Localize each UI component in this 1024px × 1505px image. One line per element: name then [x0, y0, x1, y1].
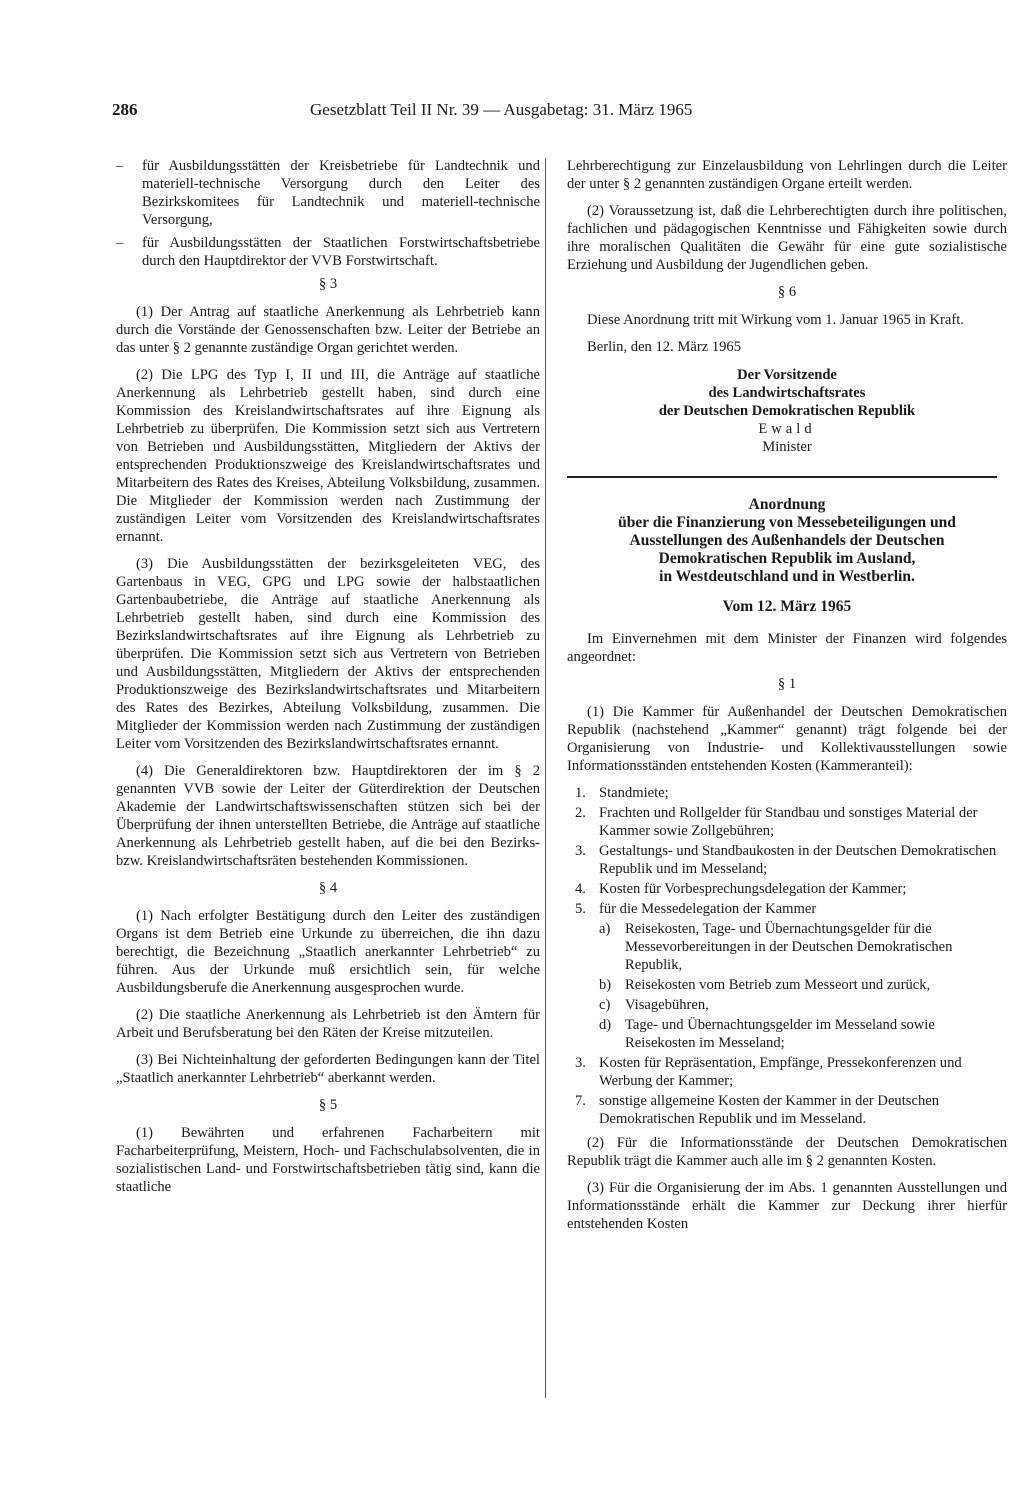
list-marker: 4.: [575, 881, 586, 897]
page-header: [112, 100, 1000, 126]
dash-item-text: für Ausbildungsstätten der Staatlichen Forstwirtschaftsbetriebe durch den Hauptdirektor der VVB Forstwirtschaft.: [142, 235, 540, 269]
signature-line: Der Vorsitzende: [737, 367, 837, 383]
paragraph: (1) Nach erfolgter Bestätigung durch den Leiter des zuständigen Organs ist dem Betrieb eine Urkunde zu überreichen, die ihn dazu berechtigt, die Bezeichnung „Staatlich anerkannter Lehrbetrieb“ zu führen. Aus der Urkunde muß ersichtlich sein, für welche Ausbildungsberufe die Anerkennung ausgesprochen wurde.: [116, 908, 540, 996]
list-marker: 3.: [575, 843, 586, 859]
decree-title-line: in Westdeutschland und in Westberlin.: [659, 568, 915, 585]
decree-title-line: über die Finanzierung von Messebeteiligungen und: [618, 514, 956, 531]
list-item: [567, 900, 1007, 918]
page-number: 286: [112, 100, 138, 119]
sub-list-item: [599, 1016, 1007, 1052]
list-item-text: Visagebühren,: [625, 997, 709, 1013]
sub-list: [599, 920, 1007, 1052]
dash-list-item: [116, 234, 540, 270]
signature-line: der Deutschen Demokratischen Republik: [658, 403, 916, 419]
list-item-text: Tage- und Übernachtungsgelder im Messeland sowie Reisekosten im Messeland;: [625, 1017, 935, 1051]
decree-title-line: Ausstellungen des Außenhandels der Deutschen: [629, 532, 945, 549]
list-item-text: Kosten für Vorbesprechungsdelegation der Kammer;: [599, 881, 907, 897]
column-divider: [545, 158, 546, 1398]
section-heading-4: § 4: [318, 880, 338, 896]
list-marker: 3.: [575, 1055, 586, 1071]
sub-list-item: [599, 920, 1007, 974]
list-marker: c): [599, 997, 611, 1013]
paragraph: (3) Bei Nichteinhaltung der geforderten Bedingungen kann der Titel „Staatlich anerkannter Lehrbetrieb“ aberkannt werden.: [116, 1052, 540, 1086]
paragraph: (2) Für die Informationsstände der Deutschen Demokratischen Republik trägt die Kammer auch alle im § 2 genannten Kosten.: [567, 1135, 1007, 1169]
list-item-text: Gestaltungs- und Standbaukosten in der Deutschen Demokratischen Republik und im Messeland;: [599, 843, 997, 877]
list-marker: 5.: [575, 901, 586, 917]
list-item: [567, 880, 1007, 898]
list-marker: d): [599, 1017, 612, 1033]
list-marker: b): [599, 977, 612, 993]
list-marker: 7.: [575, 1093, 586, 1109]
list-item-text: Kosten für Repräsentation, Empfänge, Pressekonferenzen und Werbung der Kammer;: [599, 1055, 962, 1089]
signature-block: [567, 366, 1007, 456]
sub-list-item: [599, 976, 1007, 994]
dash-bullet: –: [116, 235, 124, 251]
numbered-list: [567, 784, 1007, 1128]
left-column: [116, 157, 540, 1205]
decree-title-line: Demokratischen Republik im Ausland,: [658, 550, 916, 567]
list-marker: 1.: [575, 785, 586, 801]
paragraph: (1) Bewährten und erfahrenen Facharbeitern mit Facharbeiterprüfung, Meistern, Hoch- und Fachschulabsolventen, die in sozialistischen Land- und Forstwirtschaftsbetrieben tätig sind, kann die staatliche: [116, 1125, 540, 1195]
place-date: Berlin, den 12. März 1965: [587, 339, 742, 355]
paragraph: (1) Die Kammer für Außenhandel der Deutschen Demokratischen Republik (nachstehend „Kammer“ genannt) trägt folgende bei der Organisierung von Industrie- und Kollektivausstellungen sowie Informationsständen entstehenden Kosten (Kammeranteil):: [567, 704, 1007, 774]
dash-list-item: [116, 157, 540, 229]
paragraph: (4) Die Generaldirektoren bzw. Hauptdirektoren der im § 2 genannten VVB sowie der Leiter der Güterdirektion der Deutschen Akademie der Landwirtschaftswissenschaften stützen sich bei der Überprüfung der ihnen unterstellten Betriebe, die Anträge auf staatliche Anerkennung als Lehrbetrieb gestellt haben, auf die bei den Bezirks- bzw. Kreislandwirtschaftsräten bestehenden Kommissionen.: [116, 763, 540, 869]
paragraph: (3) Für die Organisierung der im Abs. 1 genannten Ausstellungen und Informationsstände erhält die Kammer zur Deckung ihrer hierfür entstehenden Kosten: [567, 1180, 1007, 1232]
sub-list-item: [599, 996, 1007, 1014]
list-item-text: Reisekosten vom Betrieb zum Messeort und zurück,: [625, 977, 931, 993]
decree-date: Vom 12. März 1965: [722, 598, 852, 615]
right-column: [567, 157, 1007, 1242]
paragraph: (1) Der Antrag auf staatliche Anerkennung als Lehrbetrieb kann durch die Vorstände der Genossenschaften bzw. Leiter der Betriebe an das unter § 2 genannte zuständige Organ gerichtet werden.: [116, 304, 540, 356]
paragraph: (2) Die LPG des Typ I, II und III, die Anträge auf staatliche Anerkennung als Lehrbetrieb gestellt haben, sind durch eine Kommission des Kreislandwirtschaftsrates auf ihre Eignung als Lehrbetrieb zu überprüfen. Die Kommission setzt sich aus Vertretern von Betrieben und Ausbildungsstätten, Mitgliedern der Aktivs der entsprechenden Produktionszweige des Kreislandwirtschaftsrates und Mitarbeitern des Rates des Kreises, Abteilung Volksbildung, zusammen. Die Mitglieder der Kommission werden nach Zustimmung der zuständigen Leiter vom Vorsitzenden des Kreislandwirtschaftsrates ernannt.: [116, 367, 540, 545]
list-marker: 2.: [575, 805, 586, 821]
section-heading-3: § 3: [318, 276, 338, 292]
list-item: [567, 1092, 1007, 1128]
list-item-text: Reisekosten, Tage- und Übernachtungsgelder für die Messevorbereitungen in der Deutschen Demokratischen Republik,: [625, 921, 953, 973]
running-title: Gesetzblatt Teil II Nr. 39 — Ausgabetag: 31. März 1965: [310, 100, 693, 119]
list-item: [567, 784, 1007, 802]
section-heading-6: § 6: [777, 284, 797, 300]
paragraph: Lehrberechtigung zur Einzelausbildung von Lehrlingen durch die Leiter der unter § 2 genannten zuständigen Organe erteilt werden.: [567, 158, 1007, 192]
section-heading-5: § 5: [318, 1097, 338, 1113]
list-item-text: Standmiete;: [599, 785, 669, 801]
list-item: [567, 842, 1007, 878]
paragraph: (2) Voraussetzung ist, daß die Lehrberechtigten durch ihre politischen, fachlichen und pädagogischen Kenntnisse und Fähigkeiten sowie durch ihre moralischen Qualitäten die Gewähr für eine gute sozialistische Erziehung und Ausbildung der Jugendlichen geben.: [567, 203, 1007, 273]
paragraph: (2) Die staatliche Anerkennung als Lehrbetrieb ist den Ämtern für Arbeit und Berufsberatung bei den Räten der Kreise mitzuteilen.: [116, 1007, 540, 1041]
paragraph: Diese Anordnung tritt mit Wirkung vom 1. Januar 1965 in Kraft.: [587, 312, 964, 328]
decree-title: [567, 496, 1007, 586]
signatory-role: Minister: [762, 439, 812, 455]
section-heading-1: § 1: [777, 676, 797, 692]
paragraph: Im Einvernehmen mit dem Minister der Finanzen wird folgendes angeordnet:: [567, 631, 1007, 665]
dash-item-text: für Ausbildungsstätten der Kreisbetriebe für Landtechnik und materiell-technische Versorgung durch den Leiter des Bezirkskomitees für Landtechnik und materiell-technische Versorgung,: [142, 158, 540, 228]
signatory-name: Ewald: [758, 421, 816, 437]
signature-line: des Landwirtschaftsrates: [708, 385, 866, 401]
dash-bullet: –: [116, 158, 124, 174]
list-item: [567, 1054, 1007, 1090]
list-item-text: Frachten und Rollgelder für Standbau und sonstiges Material der Kammer sowie Zollgebühren;: [599, 805, 978, 839]
list-item-text: für die Messedelegation der Kammer: [599, 901, 817, 917]
list-item: [567, 804, 1007, 840]
list-marker: a): [599, 921, 611, 937]
horizontal-rule: [567, 476, 997, 478]
list-item-text: sonstige allgemeine Kosten der Kammer in der Deutschen Demokratischen Republik und im Messeland.: [599, 1093, 940, 1127]
decree-title-line: Anordnung: [748, 496, 826, 513]
paragraph: (3) Die Ausbildungsstätten der bezirksgeleiteten VEG, des Gartenbaus in VEG, GPG und LPG sowie der halbstaatlichen Gartenbaubetriebe, die Anträge auf staatliche Anerkennung als Lehrbetrieb gestellt haben, sind durch eine Kommission des Bezirkslandwirtschaftsrates auf ihre Eignung als Lehrbetrieb zu überprüfen. Die Kommission setzt sich aus Vertretern von Betrieben und Ausbildungsstätten, Mitgliedern der Aktivs der entsprechenden Produktionszweige des Bezirkslandwirtschaftsrates und Mitarbeitern des Rates des Bezirkes, Abteilung Volksbildung, zusammen. Die Mitglieder der Kommission werden nach Zustimmung der zuständigen Leiter vom Vorsitzenden des Bezirkslandwirtschaftsrates ernannt.: [116, 556, 540, 752]
